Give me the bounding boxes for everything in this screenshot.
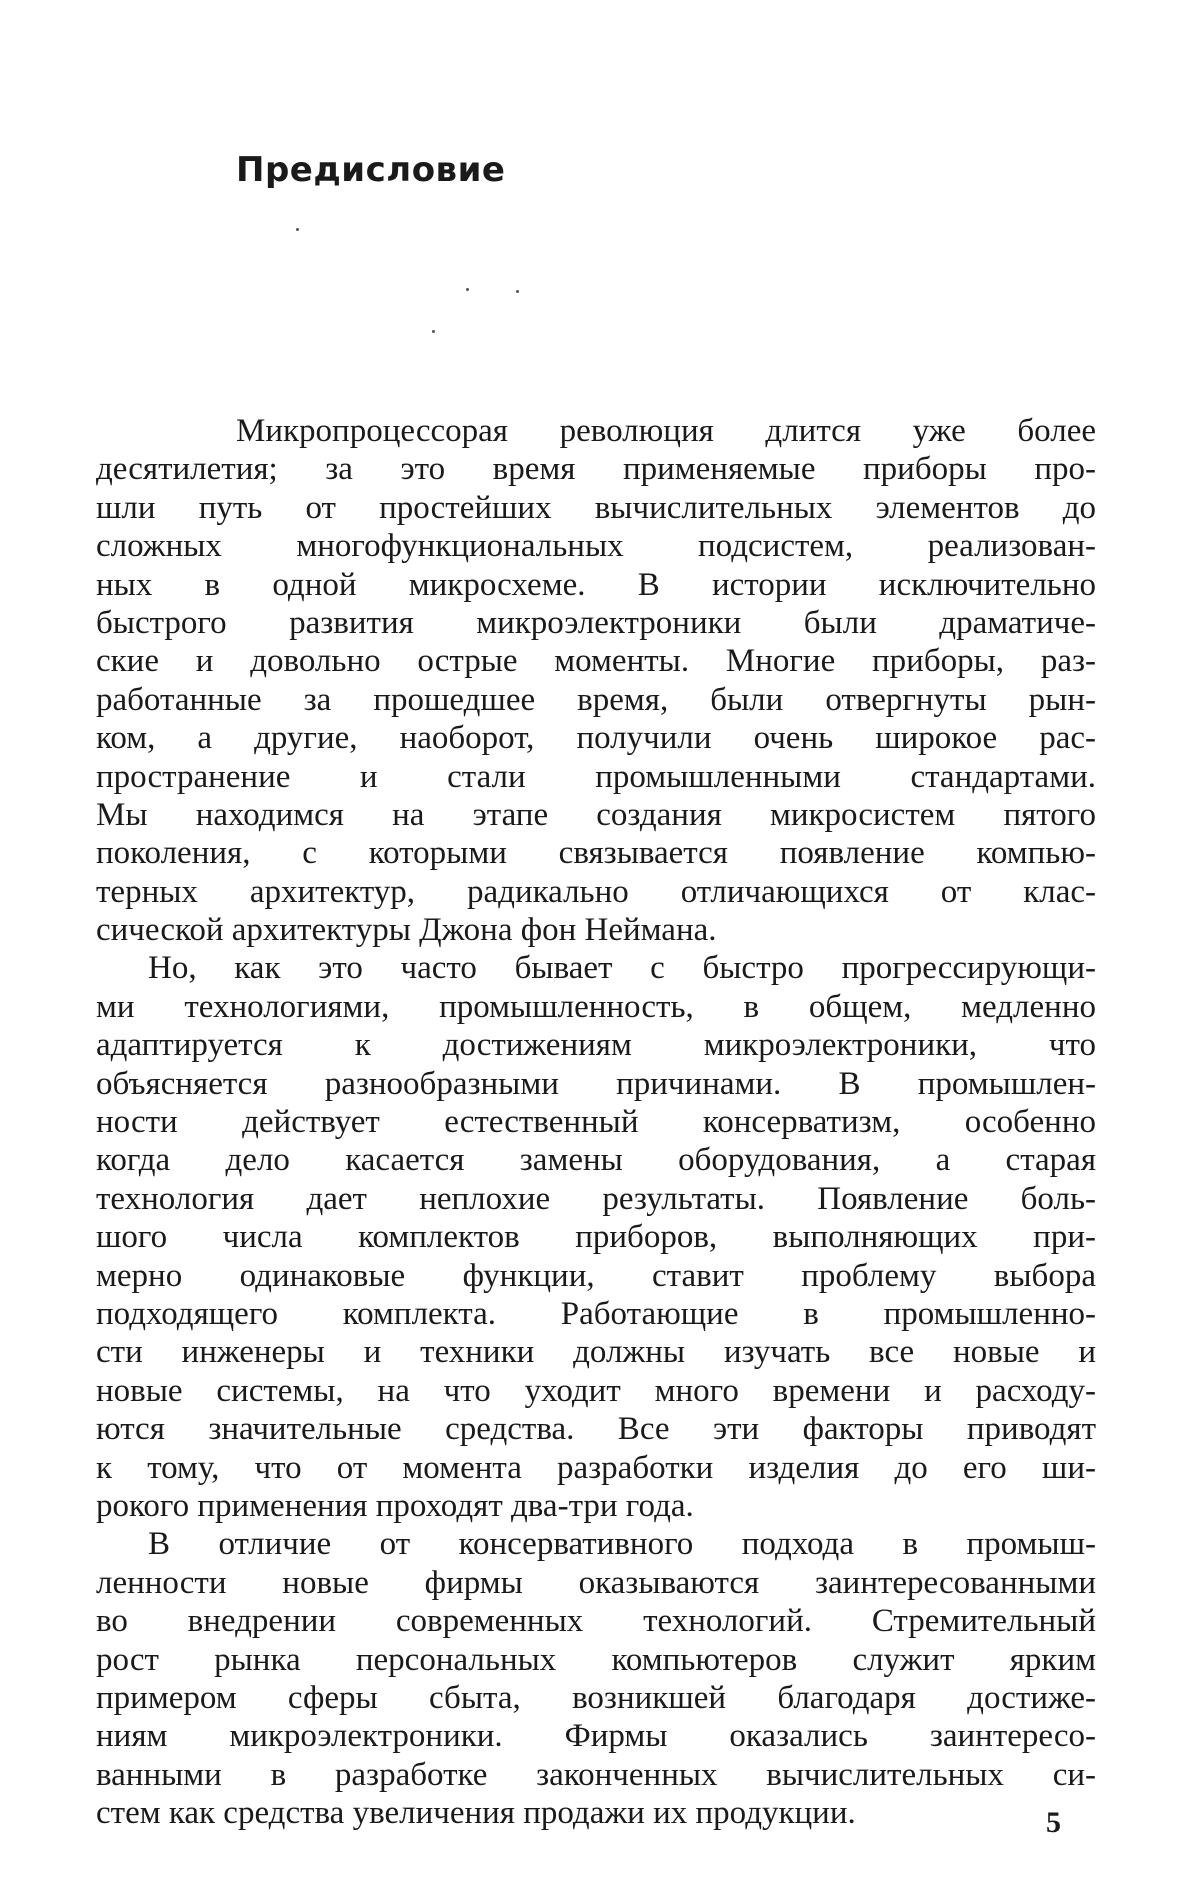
text-line: адаптируется к достижениям микроэлектроники, что	[96, 1027, 1096, 1064]
text-line: Микропроцессорая революция длится уже более	[236, 413, 1096, 449]
text-line: быстрого развития микроэлектроники были драматиче-	[96, 604, 1096, 641]
text-line: примером сферы сбыта, возникшей благодаря достиже-	[96, 1679, 1096, 1716]
text-line: шого числа комплектов приборов, выполняющих при-	[96, 1219, 1096, 1256]
text-line: пространение и стали промышленными стандартами.	[96, 758, 1096, 795]
text-line: ных в одной микросхеме. В истории исключительно	[96, 566, 1096, 603]
text-line: ские и довольно острые моменты. Многие приборы, раз-	[96, 643, 1096, 680]
body-text	[96, 412, 1096, 1832]
page-number: 5	[1046, 1806, 1061, 1839]
print-speck	[466, 288, 469, 291]
paragraph	[96, 412, 1096, 949]
text-line: В отличие от консервативного подхода в промыш-	[148, 1526, 1096, 1563]
text-line: стем как средства увеличения продажи их продукции.	[96, 1795, 856, 1832]
text-line: Но, как это часто бывает с быстро прогрессирующи-	[148, 950, 1096, 987]
text-line: ми технологиями, промышленность, в общем, медленно	[96, 988, 1096, 1025]
text-line: мерно одинаковые функции, ставит проблему выбора	[96, 1257, 1096, 1294]
text-line: рост рынка персональных компьютеров служит ярким	[96, 1641, 1096, 1678]
text-line: к тому, что от момента разработки изделия до его ши-	[96, 1449, 1096, 1486]
text-line: ванными в разработке законченных вычислительных си-	[96, 1756, 1096, 1793]
paragraph	[96, 949, 1096, 1525]
text-line: во внедрении современных технологий. Стремительный	[96, 1603, 1096, 1640]
print-speck	[516, 290, 519, 293]
text-line: сти инженеры и техники должны изучать все новые и	[96, 1334, 1096, 1371]
text-line: ются значительные средства. Все эти факторы приводят	[96, 1411, 1096, 1448]
paragraph	[96, 1525, 1096, 1832]
text-line: подходящего комплекта. Работающие в промышленно-	[96, 1295, 1096, 1332]
text-line: поколения, с которыми связывается появление компью-	[96, 835, 1096, 872]
text-line: ности действует естественный консерватизм, особенно	[96, 1104, 1096, 1141]
print-speck	[432, 330, 435, 333]
text-line: сической архитектуры Джона фон Неймана.	[96, 912, 717, 949]
text-line: работанные за прошедшее время, были отвергнуты рын-	[96, 681, 1096, 718]
chapter-heading: Предисловие	[236, 150, 506, 190]
print-speck	[296, 228, 299, 231]
text-line: десятилетия; за это время применяемые приборы про-	[96, 451, 1096, 488]
text-line: сложных многофункциональных подсистем, реализован-	[96, 528, 1096, 565]
text-line: Мы находимся на этапе создания микросистем пятого	[96, 796, 1096, 833]
text-line: когда дело касается замены оборудования, а старая	[96, 1142, 1096, 1179]
text-line: ниям микроэлектроники. Фирмы оказались заинтересо-	[96, 1718, 1096, 1755]
text-line: рокого применения проходят два-три года.	[96, 1487, 694, 1524]
text-line: терных архитектур, радикально отличающихся от клас-	[96, 873, 1096, 910]
text-line: новые системы, на что уходит много времени и расходу-	[96, 1372, 1096, 1409]
text-line: объясняется разнообразными причинами. В промышлен-	[96, 1065, 1096, 1102]
text-line: технология дает неплохие результаты. Появление боль-	[96, 1180, 1096, 1217]
text-line: ком, а другие, наоборот, получили очень широкое рас-	[96, 720, 1096, 757]
text-line: шли путь от простейших вычислительных элементов до	[96, 489, 1096, 526]
text-line: ленности новые фирмы оказываются заинтересованными	[96, 1564, 1096, 1601]
